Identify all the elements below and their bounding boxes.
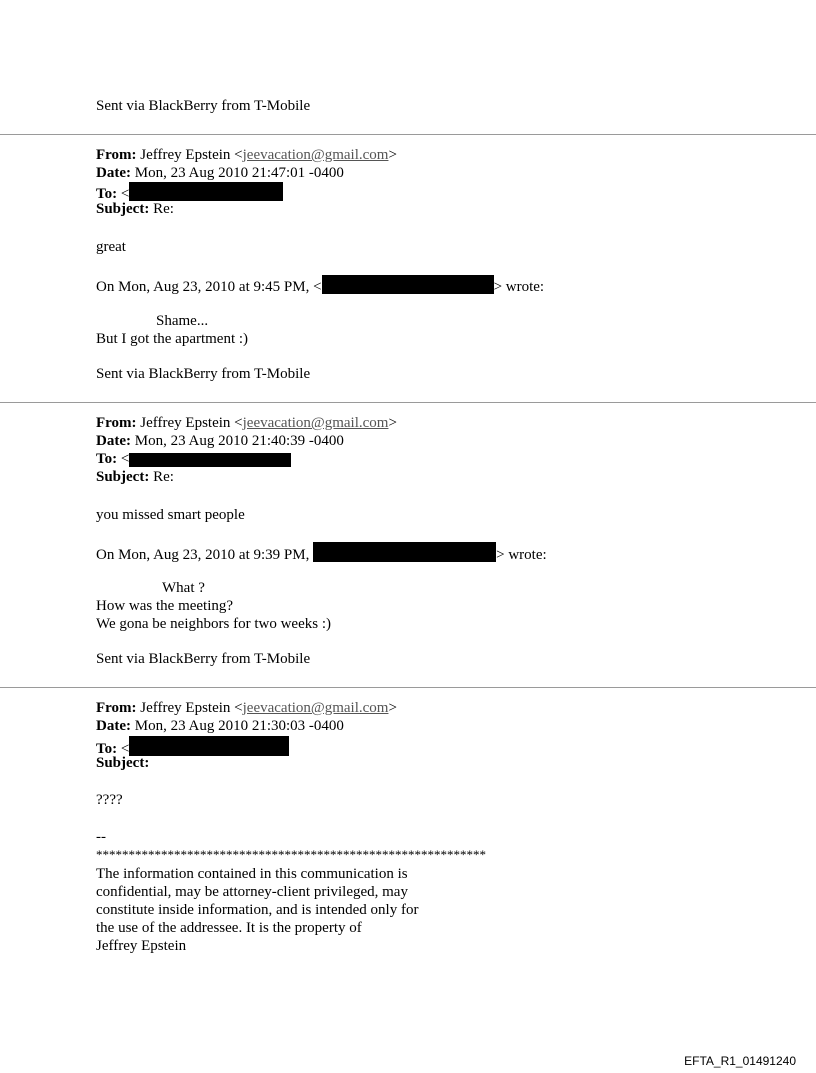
- disclaimer-line: constitute inside information, and is intended only for: [96, 902, 419, 918]
- email-signature: Sent via BlackBerry from T-Mobile: [96, 651, 311, 667]
- quote-header: [96, 542, 547, 564]
- date-value: Mon, 23 Aug 2010 21:30:03 -0400: [134, 718, 344, 734]
- separator-1: [0, 134, 816, 135]
- from-line: [96, 146, 397, 164]
- from-name: Jeffrey Epstein <: [140, 147, 243, 163]
- quote-line: What ?: [162, 580, 205, 596]
- from-label: From:: [96, 415, 137, 431]
- subject-value: Re:: [153, 469, 174, 485]
- disclaimer-line: the use of the addressee. It is the property of: [96, 920, 362, 936]
- subject-value: Re:: [153, 201, 174, 217]
- disclaimer-line: The information contained in this communication is: [96, 866, 408, 882]
- from-email-link[interactable]: jeevacation@gmail.com: [242, 700, 389, 716]
- quote-line: Shame...: [156, 313, 209, 329]
- quote-line: How was the meeting?: [96, 598, 234, 614]
- to-label: To:: [96, 741, 118, 757]
- date-line: [96, 432, 344, 450]
- date-value: Mon, 23 Aug 2010 21:40:39 -0400: [134, 433, 344, 449]
- subject-line: [96, 754, 149, 772]
- date-label: Date:: [96, 718, 131, 734]
- from-email-link[interactable]: jeevacation@gmail.com: [242, 147, 389, 163]
- quote-header: [96, 275, 544, 296]
- disclaimer-line: confidential, may be attorney-client privileged, may: [96, 884, 408, 900]
- quote-line: We gona be neighbors for two weeks :): [96, 616, 331, 632]
- subject-line: [96, 468, 174, 486]
- date-label: Date:: [96, 433, 131, 449]
- date-line: [96, 164, 344, 182]
- date-line: [96, 717, 344, 735]
- quote-header-wrote: > wrote:: [496, 547, 547, 563]
- to-line: [96, 450, 291, 468]
- quote-header-text: On Mon, Aug 23, 2010 at 9:45 PM, <: [96, 279, 322, 295]
- email-signature: Sent via BlackBerry from T-Mobile: [96, 366, 311, 382]
- to-value: <: [120, 741, 130, 757]
- from-name: Jeffrey Epstein <: [140, 700, 243, 716]
- from-email-link[interactable]: jeevacation@gmail.com: [242, 415, 389, 431]
- redaction-box: [322, 275, 494, 294]
- email-body: ????: [96, 792, 123, 808]
- signature-stars: ************************************************************: [96, 847, 486, 862]
- from-close: >: [388, 700, 397, 716]
- from-name: Jeffrey Epstein <: [140, 415, 243, 431]
- separator-3: [0, 687, 816, 688]
- separator-2: [0, 402, 816, 403]
- subject-label: Subject:: [96, 469, 150, 485]
- to-value: <: [120, 186, 130, 202]
- from-close: >: [388, 147, 397, 163]
- from-label: From:: [96, 700, 137, 716]
- to-label: To:: [96, 451, 118, 467]
- redaction-box: [313, 542, 496, 562]
- redaction-box: [129, 736, 289, 756]
- date-label: Date:: [96, 165, 131, 181]
- quote-line: But I got the apartment :): [96, 331, 249, 347]
- to-value: <: [120, 451, 130, 467]
- redaction-box: [129, 453, 291, 467]
- redaction-box: [129, 182, 283, 201]
- document-id-footer: EFTA_R1_01491240: [684, 1054, 796, 1068]
- quote-header-wrote: > wrote:: [493, 279, 545, 295]
- subject-line: [96, 200, 174, 218]
- disclaimer-line: Jeffrey Epstein: [96, 938, 187, 954]
- signature-dash: --: [96, 829, 106, 845]
- from-close: >: [388, 415, 397, 431]
- email-body: great: [96, 239, 126, 255]
- quote-header-text: On Mon, Aug 23, 2010 at 9:39 PM,: [96, 547, 310, 563]
- subject-label: Subject:: [96, 201, 150, 217]
- email-body: you missed smart people: [96, 507, 245, 523]
- top-signature: Sent via BlackBerry from T-Mobile: [96, 98, 311, 114]
- date-value: Mon, 23 Aug 2010 21:47:01 -0400: [134, 165, 344, 181]
- from-line: [96, 414, 397, 432]
- to-label: To:: [96, 186, 118, 202]
- subject-label: Subject:: [96, 755, 150, 771]
- from-label: From:: [96, 147, 137, 163]
- from-line: [96, 699, 397, 717]
